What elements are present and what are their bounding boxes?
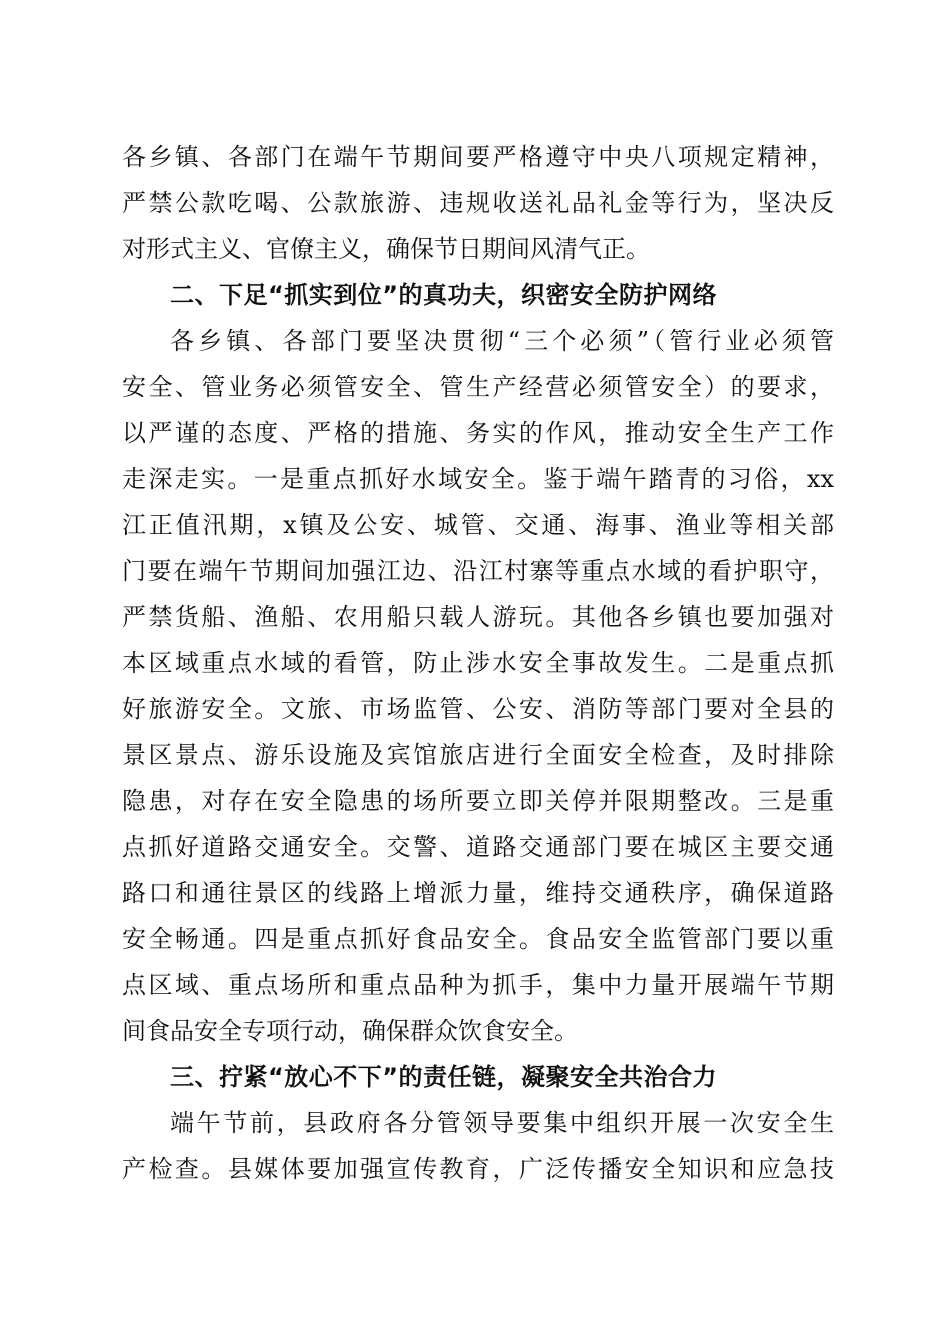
paragraph-line: 各乡镇、各部门在端午节期间要严格遵守中央八项规定精神，: [122, 143, 834, 171]
paragraph-line: 路口和通往景区的线路上增派力量，维持交通秩序，确保道路: [122, 879, 834, 907]
paragraph-line: 对形式主义、官僚主义，确保节日期间风清气正。: [122, 235, 650, 263]
paragraph-line: 端午节前，县政府各分管领导要集中组织开展一次安全生: [170, 1109, 834, 1137]
paragraph-line: 隐患，对存在安全隐患的场所要立即关停并限期整改。三是重: [122, 787, 834, 815]
paragraph-line: 安全、管业务必须管安全、管生产经营必须管安全）的要求，: [122, 373, 834, 401]
paragraph-line: 各乡镇、各部门要坚决贯彻“三个必须”（管行业必须管: [170, 327, 834, 355]
paragraph-line: 安全畅通。四是重点抓好食品安全。食品安全监管部门要以重: [122, 925, 834, 953]
paragraph-line: 严禁货船、渔船、农用船只载人游玩。其他各乡镇也要加强对: [122, 603, 834, 631]
section-heading-3: 三、拧紧“放心不下”的责任链，凝聚安全共治合力: [170, 1063, 718, 1091]
paragraph-line: 产检查。县媒体要加强宣传教育，广泛传播安全知识和应急技: [122, 1155, 834, 1183]
paragraph-line: 点抓好道路交通安全。交警、道路交通部门要在城区主要交通: [122, 833, 834, 861]
paragraph-line: 点区域、重点场所和重点品种为抓手，集中力量开展端午节期: [122, 971, 834, 999]
paragraph-line: 门要在端午节期间加强江边、沿江村寨等重点水域的看护职守，: [122, 557, 834, 585]
paragraph-line: 间食品安全专项行动，确保群众饮食安全。: [122, 1017, 578, 1045]
section-heading-2: 二、下足“抓实到位”的真功夫，织密安全防护网络: [170, 281, 718, 309]
paragraph-line: 景区景点、游乐设施及宾馆旅店进行全面安全检查，及时排除: [122, 741, 834, 769]
paragraph-line: 本区域重点水域的看管，防止涉水安全事故发生。二是重点抓: [122, 649, 834, 677]
paragraph-line: 以严谨的态度、严格的措施、务实的作风，推动安全生产工作: [122, 419, 834, 447]
paragraph-line: 好旅游安全。文旅、市场监管、公安、消防等部门要对全县的: [122, 695, 834, 723]
paragraph-line: 江正值汛期，x镇及公安、城管、交通、海事、渔业等相关部: [122, 511, 834, 539]
paragraph-line: 走深走实。一是重点抓好水域安全。鉴于端午踏青的习俗，xx: [122, 465, 834, 493]
paragraph-line: 严禁公款吃喝、公款旅游、违规收送礼品礼金等行为，坚决反: [122, 189, 834, 217]
